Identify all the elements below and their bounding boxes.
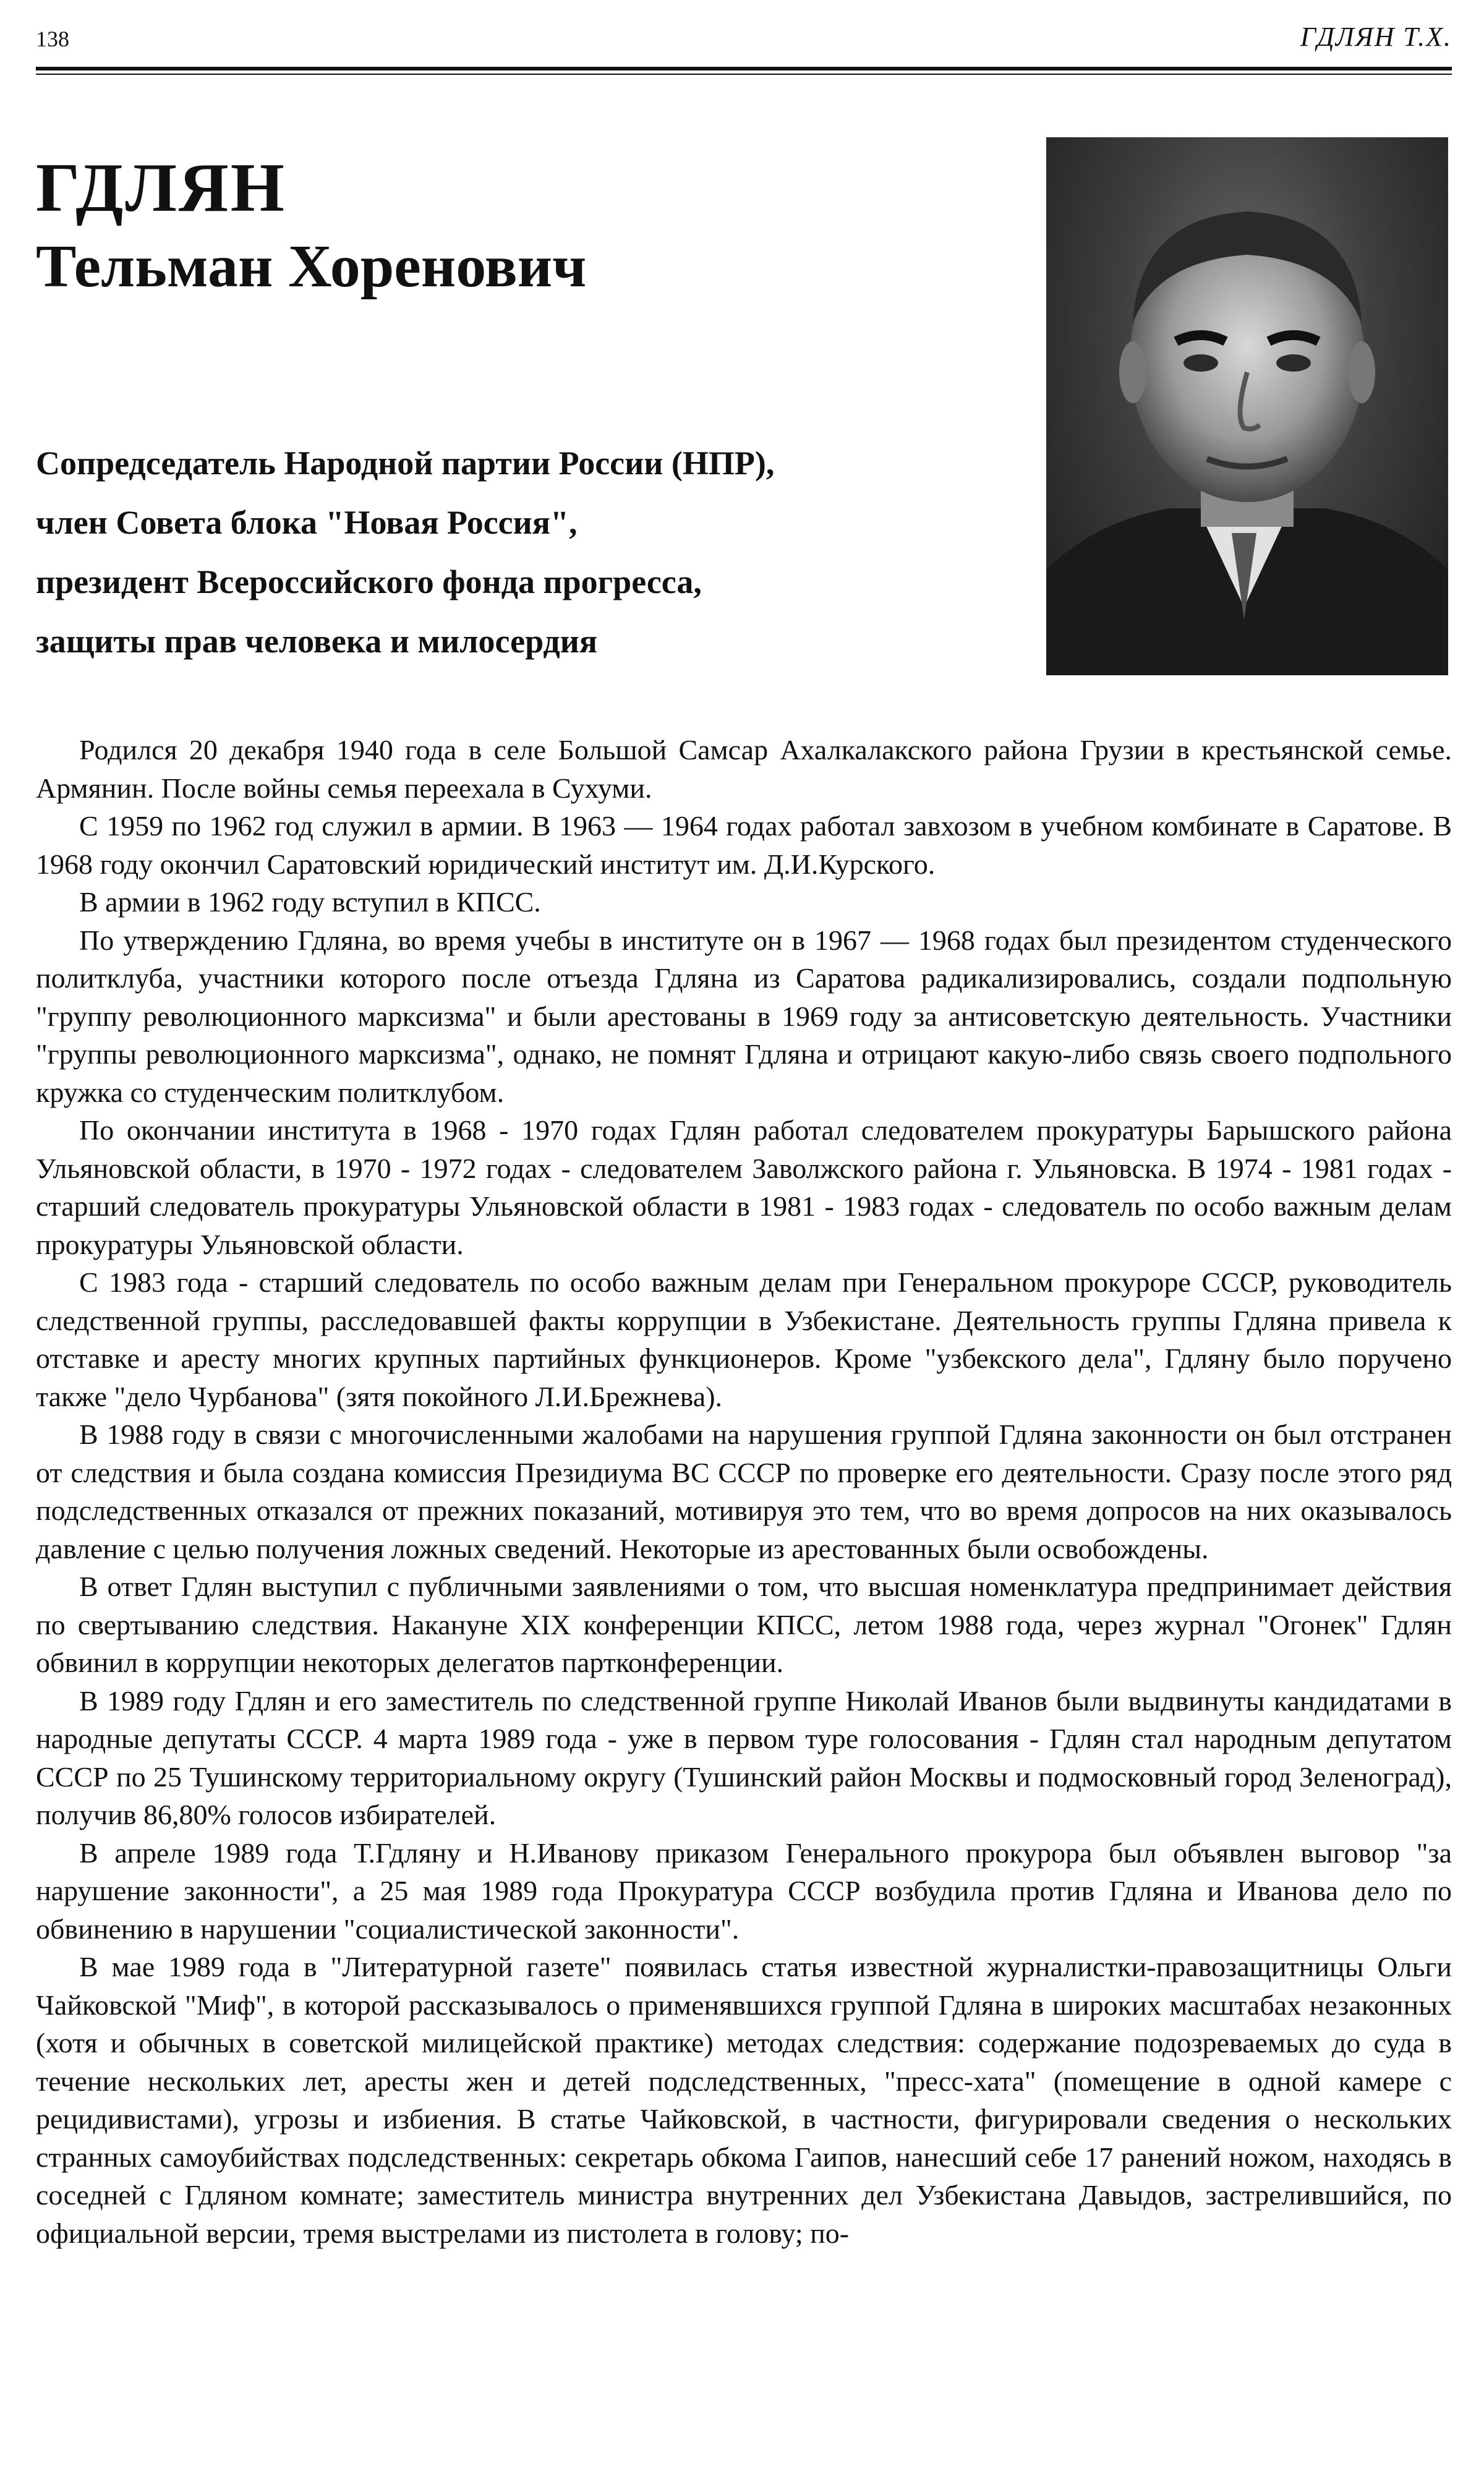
paragraph: В ответ Гдлян выступил с публичными заявлениями о том, что высшая номенклатура предпринимает действия по свертыванию следствия. Накануне XIX конференции КПСС, летом 1988 года, через журнал "Огонек" Гдлян обвинил в коррупции некоторых делегатов партконференции. <box>36 1571 1452 1678</box>
person-surname: ГДЛЯН <box>36 150 286 226</box>
paragraph: По утверждению Гдляна, во время учебы в институте он в 1967 — 1968 годах был президентом студенческого политклуба, участники которого после отъезда Гдляна из Саратова радикализировались, создали подпольную "группу революционного марксизма" и были арестованы в 1969 году за антисоветскую деятельность. Участники "группы революционного марксизма", однако, не помнят Гдляна и отрицают какую-либо связь своего подпольного кружка со студенческим политклубом. <box>36 924 1452 1108</box>
running-head: ГДЛЯН Т.Х. <box>1300 22 1452 52</box>
title-line: президент Всероссийского фонда прогресса, <box>36 563 702 600</box>
title-line: Сопредседатель Народной партии России (НПР), <box>36 445 775 482</box>
paragraph: В 1988 году в связи с многочисленными жалобами на нарушения группой Гдляна законности он был отстранен от следствия и была создана комиссия Президиума ВС СССР по проверке его деятельности. Сразу после этого ряд подследственных отказался от прежних показаний, мотивируя это тем, что во время допросов на них оказывалось давление с целью получения ложных сведений. Некоторые из арестованных были освобождены. <box>36 1419 1452 1564</box>
paragraph: В армии в 1962 году вступил в КПСС. <box>79 886 541 918</box>
header-rule-thick <box>36 67 1452 70</box>
title-line: член Совета блока "Новая Россия", <box>36 504 578 541</box>
biography-text <box>36 731 1452 2252</box>
header-rule-thin <box>36 74 1452 75</box>
title-line: защиты прав человека и милосердия <box>36 623 598 660</box>
paragraph: В 1989 году Гдлян и его заместитель по следственной группе Николай Иванов были выдвинуты кандидатами в народные депутаты СССР. 4 марта 1989 года - уже в первом туре голосования - Гдлян стал народным депутатом СССР по 25 Тушинскому территориальному округу (Тушинский район Москвы и подмосковный город Зеленоград), получив 86,80% голосов избирателей. <box>36 1684 1452 1830</box>
paragraph: В апреле 1989 года Т.Гдляну и Н.Иванову приказом Генерального прокурора был объявлен выговор "за нарушение законности", а 25 мая 1989 года Прокуратура СССР возбудила против Гдляна и Иванова дело по обвинению в нарушении "социалистической законности". <box>36 1837 1452 1945</box>
person-given-names: Тельман Хоренович <box>36 233 587 300</box>
page-header <box>36 17 1452 54</box>
portrait-photo <box>1046 137 1448 675</box>
paragraph: С 1959 по 1962 год служил в армии. В 1963 — 1964 годах работал завхозом в учебном комбинате в Саратове. В 1968 году окончил Саратовский юридический институт им. Д.И.Курского. <box>36 810 1452 880</box>
paragraph: По окончании института в 1968 - 1970 годах Гдлян работал следователем прокуратуры Барышского района Ульяновской области, в 1970 - 1972 годах - следователем Заволжского района г. Ульяновска. В 1974 - 1981 годах - старший следователь прокуратуры Ульяновской области в 1981 - 1983 годах - следователь по особо важным делам прокуратуры Ульяновской области. <box>36 1114 1452 1260</box>
person-titles <box>36 440 963 678</box>
paragraph: С 1983 года - старший следователь по особо важным делам при Генеральном прокуроре СССР, руководитель следственной группы, расследовавшей факты коррупции в Узбекистане. Деятельность группы Гдляна привела к отставке и аресту многих крупных партийных функционеров. Кроме "узбекского дела", Гдляну было поручено также "дело Чурбанова" (зятя покойного Л.И.Брежнева). <box>36 1266 1452 1412</box>
page-number: 138 <box>36 27 69 51</box>
paragraph: Родился 20 декабря 1940 года в селе Большой Самсар Ахалкалакского района Грузии в крестьянской семье. Армянин. После войны семья переехала в Сухуми. <box>36 734 1452 804</box>
paragraph: В мае 1989 года в "Литературной газете" появилась статья известной журналистки-правозащитницы Ольги Чайковской "Миф", в которой рассказывалось о применявшихся группой Гдляна в широких масштабах незаконных (хотя и обычных в советской милицейской практике) методах следствия: содержание подозреваемых до суда в течение нескольких лет, аресты жен и детей подследственных, "пресс-хата" (помещение в одной камере с рецидивистами), угрозы и избиения. В статье Чайковской, в частности, фигурировали сведения о нескольких странных самоубийствах подследственных: секретарь обкома Гаипов, нанесший себе 17 ранений ножом, находясь в соседней с Гдляном комнате; заместитель министра внутренних дел Узбекистана Давыдов, застрелившийся, по официальной версии, тремя выстрелами из пистолета в голову; по- <box>36 1951 1452 2249</box>
